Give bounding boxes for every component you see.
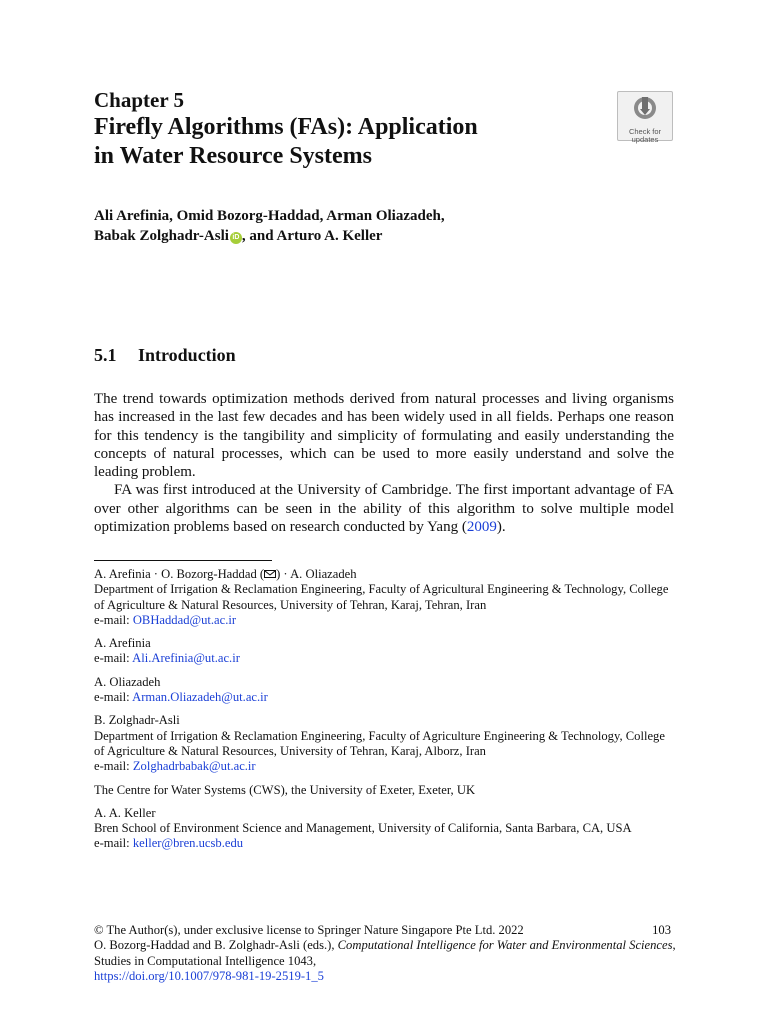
affiliation-4: B. Zolghadr-Asli Department of Irrigation & Reclamation Engineering, Faculty of Agriculture Engineering & Technology, College of Agriculture & Natural Resources, University of Tehran, Karaj, Alborz, Iran e-mail: Zolghadrbabak@ut.ac.ir	[94, 713, 665, 774]
check-for-updates-badge[interactable]	[617, 91, 673, 144]
chapter-title-line1: Firefly Algorithms (FAs): Application	[94, 114, 478, 140]
chapter-title	[94, 113, 594, 171]
section-number: 5.1	[94, 345, 117, 365]
email-link-keller[interactable]: keller@bren.ucsb.edu	[132, 836, 244, 851]
envelope-icon	[264, 570, 276, 578]
paragraph-1: The trend towards optimization methods derived from natural processes and living organisms has increased in the last few decades and has been widely used in all fields. Perhaps one reason for this tendency is the tangibility and simplicity of formulating and easily understanding the concepts of natural processes, which can be used to more easily understand and solve the leading problem.	[94, 391, 674, 481]
email-link-arefinia[interactable]: Ali.Arefinia@ut.ac.ir	[132, 651, 240, 666]
check-for-updates-icon	[632, 95, 658, 121]
affiliation-6: A. A. Keller Bren School of Environment Science and Management, University of California, Santa Barbara, CA, USA e-mail: keller@bren.ucsb.edu	[94, 805, 632, 851]
copyright-line: © The Author(s), under exclusive license to Springer Nature Singapore Pte Ltd. 2022	[94, 923, 524, 937]
citation-link-yang-2009[interactable]: 2009	[466, 519, 497, 536]
doi-link[interactable]: https://doi.org/10.1007/978-981-19-2519-1_5	[94, 968, 324, 983]
affiliation-1: A. Arefinia · O. Bozorg-Haddad ( ) · A. Oliazadeh Department of Irrigation & Reclamation Engineering, Faculty of Agricultural Engineering & Technology, College of Agriculture & Natural Resources, University of Tehran, Karaj, Tehran, Iran e-mail: OBHaddad@ut.ac.ir	[94, 567, 669, 627]
email-link-bozorg-haddad[interactable]: OBHaddad@ut.ac.ir	[132, 612, 237, 627]
section-heading	[94, 345, 236, 366]
chapter-title-line2: in Water Resource Systems	[94, 143, 372, 169]
paragraph-2: FA was first introduced at the University of Cambridge. The first important advantage of FA over other algorithms can be seen in the ability of this algorithm to solve multiple model optimization problems based on research conducted by Yang (2009).	[94, 482, 674, 536]
affiliation-5: The Centre for Water Systems (CWS), the University of Exeter, Exeter, UK	[94, 782, 476, 797]
authors-line1: Ali Arefinia, Omid Bozorg-Haddad, Arman Oliazadeh,	[94, 208, 445, 224]
copyright-block	[94, 923, 679, 984]
chapter-label: Chapter 5	[94, 88, 185, 112]
section-title: Introduction	[138, 345, 236, 365]
badge-text: Check for updates	[628, 127, 662, 144]
email-link-zolghadr-asli[interactable]: Zolghadrbabak@ut.ac.ir	[132, 759, 256, 774]
affiliation-3: A. Oliazadeh e-mail: Arman.Oliazadeh@ut.ac.ir	[94, 674, 268, 705]
affiliation-2: A. Arefinia e-mail: Ali.Arefinia@ut.ac.ir	[94, 636, 240, 666]
authors-line2: Babak Zolghadr-Asli iD , and Arturo A. Keller	[94, 228, 383, 244]
orcid-icon[interactable]: iD	[230, 232, 242, 244]
author-list	[94, 206, 445, 246]
email-link-oliazadeh[interactable]: Arman.Oliazadeh@ut.ac.ir	[132, 690, 268, 705]
book-citation: O. Bozorg-Haddad and B. Zolghadr-Asli (eds.), Computational Intelligence for Water and Environmental Sciences, Studies in Computational Intelligence 1043,	[94, 938, 676, 968]
body-text	[94, 390, 674, 536]
page-number: 103	[652, 923, 671, 937]
affiliations	[94, 567, 669, 860]
footnote-divider	[94, 560, 272, 561]
